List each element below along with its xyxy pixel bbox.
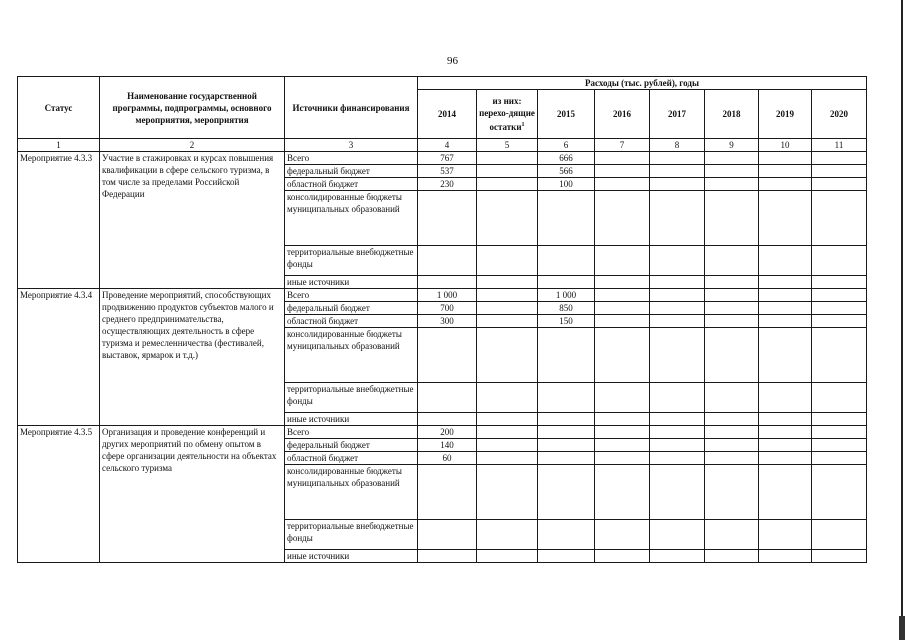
header-carryover	[477, 90, 538, 139]
value-cell-carry	[477, 165, 538, 178]
funding-source: территориальные внебюджетные фонды	[285, 520, 418, 550]
value-cell-v2019	[759, 315, 812, 328]
header-carryover-label: из них: перехо-дящие остатки	[479, 96, 535, 132]
value-cell-carry	[477, 465, 538, 520]
value-cell-v2014: 230	[418, 178, 477, 191]
scan-edge-line	[901, 0, 903, 640]
header-year-2018: 2018	[705, 90, 759, 139]
value-cell-v2018	[705, 289, 759, 302]
value-cell-v2017	[650, 246, 705, 276]
value-cell-v2018	[705, 178, 759, 191]
value-cell-v2020	[812, 452, 867, 465]
funding-source: Всего	[285, 426, 418, 439]
value-cell-v2016	[595, 383, 650, 413]
value-cell-v2017	[650, 465, 705, 520]
column-number: 3	[285, 139, 418, 152]
value-cell-v2020	[812, 315, 867, 328]
value-cell-v2019	[759, 452, 812, 465]
funding-source: федеральный бюджет	[285, 302, 418, 315]
value-cell-v2020	[812, 439, 867, 452]
header-year-2014: 2014	[418, 90, 477, 139]
expenses-table	[17, 76, 867, 563]
scan-corner-mark	[899, 616, 905, 640]
value-cell-carry	[477, 452, 538, 465]
value-cell-v2019	[759, 413, 812, 426]
header-year-2017: 2017	[650, 90, 705, 139]
header-year-2019: 2019	[759, 90, 812, 139]
value-cell-v2016	[595, 328, 650, 383]
value-cell-v2020	[812, 550, 867, 563]
value-cell-v2016	[595, 302, 650, 315]
value-cell-v2019	[759, 152, 812, 165]
value-cell-v2016	[595, 550, 650, 563]
value-cell-v2015: 666	[538, 152, 595, 165]
value-cell-v2019	[759, 550, 812, 563]
column-number: 5	[477, 139, 538, 152]
value-cell-carry	[477, 328, 538, 383]
value-cell-v2016	[595, 439, 650, 452]
value-cell-v2018	[705, 276, 759, 289]
value-cell-v2017	[650, 439, 705, 452]
value-cell-v2020	[812, 165, 867, 178]
funding-source: консолидированные бюджеты муниципальных образований	[285, 465, 418, 520]
value-cell-v2014: 1 000	[418, 289, 477, 302]
value-cell-v2018	[705, 413, 759, 426]
activity-name: Участие в стажировках и курсах повышения квалификации в сфере сельского туризма, в том числе за пределами Российской Федерации	[100, 152, 285, 289]
value-cell-v2019	[759, 302, 812, 315]
value-cell-carry	[477, 152, 538, 165]
value-cell-v2014: 537	[418, 165, 477, 178]
value-cell-v2015: 100	[538, 178, 595, 191]
value-cell-v2017	[650, 426, 705, 439]
column-number: 7	[595, 139, 650, 152]
table-body	[18, 152, 867, 563]
funding-source: федеральный бюджет	[285, 439, 418, 452]
value-cell-v2017	[650, 315, 705, 328]
value-cell-v2015	[538, 520, 595, 550]
value-cell-v2019	[759, 289, 812, 302]
funding-source: Всего	[285, 289, 418, 302]
value-cell-v2018	[705, 315, 759, 328]
value-cell-v2015	[538, 191, 595, 246]
value-cell-v2019	[759, 178, 812, 191]
table-row	[18, 152, 867, 165]
value-cell-v2019	[759, 246, 812, 276]
value-cell-v2017	[650, 328, 705, 383]
value-cell-v2014	[418, 413, 477, 426]
column-number: 6	[538, 139, 595, 152]
activity-status: Мероприятие 4.3.5	[18, 426, 100, 563]
page-number: 96	[447, 55, 458, 67]
funding-source: иные источники	[285, 550, 418, 563]
value-cell-v2014	[418, 520, 477, 550]
value-cell-v2019	[759, 465, 812, 520]
value-cell-v2014: 700	[418, 302, 477, 315]
value-cell-v2016	[595, 465, 650, 520]
value-cell-v2020	[812, 152, 867, 165]
value-cell-v2015	[538, 439, 595, 452]
value-cell-v2020	[812, 328, 867, 383]
value-cell-v2017	[650, 191, 705, 246]
value-cell-v2016	[595, 191, 650, 246]
value-cell-v2015: 1 000	[538, 289, 595, 302]
value-cell-v2014	[418, 328, 477, 383]
funding-source: областной бюджет	[285, 315, 418, 328]
value-cell-carry	[477, 315, 538, 328]
value-cell-carry	[477, 383, 538, 413]
value-cell-carry	[477, 413, 538, 426]
value-cell-v2014	[418, 276, 477, 289]
value-cell-v2018	[705, 152, 759, 165]
value-cell-v2017	[650, 520, 705, 550]
value-cell-v2015	[538, 426, 595, 439]
value-cell-v2018	[705, 383, 759, 413]
value-cell-carry	[477, 191, 538, 246]
value-cell-v2020	[812, 276, 867, 289]
value-cell-v2016	[595, 246, 650, 276]
value-cell-v2015	[538, 383, 595, 413]
value-cell-v2020	[812, 191, 867, 246]
value-cell-v2018	[705, 520, 759, 550]
value-cell-v2019	[759, 426, 812, 439]
value-cell-v2014	[418, 383, 477, 413]
value-cell-v2015	[538, 452, 595, 465]
funding-source: консолидированные бюджеты муниципальных образований	[285, 191, 418, 246]
funding-source: областной бюджет	[285, 452, 418, 465]
column-number: 10	[759, 139, 812, 152]
funding-source: областной бюджет	[285, 178, 418, 191]
value-cell-v2020	[812, 302, 867, 315]
value-cell-v2018	[705, 165, 759, 178]
value-cell-v2014	[418, 550, 477, 563]
header-year-2016: 2016	[595, 90, 650, 139]
value-cell-v2017	[650, 383, 705, 413]
column-number: 4	[418, 139, 477, 152]
value-cell-v2017	[650, 452, 705, 465]
value-cell-v2019	[759, 276, 812, 289]
header-name: Наименование государственной программы, подпрограммы, основного мероприятия, мероприятия	[100, 77, 285, 139]
value-cell-v2017	[650, 152, 705, 165]
funding-source: консолидированные бюджеты муниципальных образований	[285, 328, 418, 383]
header-year-2015: 2015	[538, 90, 595, 139]
value-cell-v2016	[595, 165, 650, 178]
table-row	[18, 289, 867, 302]
value-cell-v2017	[650, 302, 705, 315]
value-cell-v2019	[759, 520, 812, 550]
value-cell-v2016	[595, 178, 650, 191]
value-cell-v2018	[705, 426, 759, 439]
value-cell-v2015	[538, 328, 595, 383]
funding-source: территориальные внебюджетные фонды	[285, 383, 418, 413]
value-cell-carry	[477, 520, 538, 550]
header-expenses: Расходы (тыс. рублей), годы	[418, 77, 867, 90]
column-number: 9	[705, 139, 759, 152]
value-cell-v2017	[650, 178, 705, 191]
value-cell-v2016	[595, 276, 650, 289]
value-cell-v2020	[812, 465, 867, 520]
value-cell-v2020	[812, 413, 867, 426]
value-cell-v2016	[595, 520, 650, 550]
value-cell-v2017	[650, 289, 705, 302]
column-number-row	[18, 139, 867, 152]
column-number: 8	[650, 139, 705, 152]
value-cell-v2015: 566	[538, 165, 595, 178]
value-cell-v2016	[595, 426, 650, 439]
value-cell-carry	[477, 550, 538, 563]
value-cell-v2015	[538, 413, 595, 426]
value-cell-v2016	[595, 413, 650, 426]
header-year-2020: 2020	[812, 90, 867, 139]
value-cell-v2014: 767	[418, 152, 477, 165]
column-number: 1	[18, 139, 100, 152]
value-cell-v2018	[705, 550, 759, 563]
funding-source: Всего	[285, 152, 418, 165]
value-cell-v2017	[650, 165, 705, 178]
value-cell-v2015	[538, 246, 595, 276]
value-cell-v2014	[418, 465, 477, 520]
value-cell-v2019	[759, 383, 812, 413]
value-cell-v2020	[812, 426, 867, 439]
value-cell-v2015: 850	[538, 302, 595, 315]
table-row	[18, 426, 867, 439]
value-cell-carry	[477, 178, 538, 191]
header-sources: Источники финансирования	[285, 77, 418, 139]
value-cell-v2020	[812, 246, 867, 276]
value-cell-v2019	[759, 439, 812, 452]
value-cell-v2016	[595, 289, 650, 302]
value-cell-v2018	[705, 191, 759, 246]
value-cell-v2018	[705, 465, 759, 520]
value-cell-carry	[477, 276, 538, 289]
column-number: 2	[100, 139, 285, 152]
value-cell-carry	[477, 289, 538, 302]
value-cell-v2014: 200	[418, 426, 477, 439]
column-number: 11	[812, 139, 867, 152]
value-cell-v2019	[759, 191, 812, 246]
value-cell-v2019	[759, 165, 812, 178]
value-cell-v2018	[705, 302, 759, 315]
value-cell-v2016	[595, 315, 650, 328]
header-status: Статус	[18, 77, 100, 139]
funding-source: территориальные внебюджетные фонды	[285, 246, 418, 276]
activity-status: Мероприятие 4.3.3	[18, 152, 100, 289]
activity-name: Проведение мероприятий, способствующих продвижению продуктов субъектов малого и среднего предпринимательства, осуществляющих деятельность в сфере туризма и ремесленничества (фестивалей, выставок, ярмарок и т.д.)	[100, 289, 285, 426]
value-cell-v2015: 150	[538, 315, 595, 328]
activity-status: Мероприятие 4.3.4	[18, 289, 100, 426]
value-cell-v2017	[650, 413, 705, 426]
funding-source: иные источники	[285, 413, 418, 426]
value-cell-v2018	[705, 246, 759, 276]
value-cell-v2016	[595, 452, 650, 465]
value-cell-v2017	[650, 276, 705, 289]
value-cell-v2020	[812, 289, 867, 302]
value-cell-v2015	[538, 465, 595, 520]
value-cell-v2015	[538, 276, 595, 289]
value-cell-v2018	[705, 328, 759, 383]
value-cell-v2020	[812, 178, 867, 191]
value-cell-carry	[477, 246, 538, 276]
value-cell-v2016	[595, 152, 650, 165]
value-cell-v2020	[812, 383, 867, 413]
header-carryover-footnote: 1	[521, 122, 525, 128]
value-cell-carry	[477, 426, 538, 439]
funding-source: федеральный бюджет	[285, 165, 418, 178]
value-cell-v2017	[650, 550, 705, 563]
value-cell-v2018	[705, 439, 759, 452]
value-cell-v2020	[812, 520, 867, 550]
value-cell-v2019	[759, 328, 812, 383]
value-cell-v2018	[705, 452, 759, 465]
activity-name: Организация и проведение конференций и других мероприятий по обмену опытом в сфере организации деятельности на объектах сельского туризма	[100, 426, 285, 563]
value-cell-v2014	[418, 246, 477, 276]
value-cell-v2014: 300	[418, 315, 477, 328]
value-cell-carry	[477, 439, 538, 452]
value-cell-v2014	[418, 191, 477, 246]
value-cell-v2015	[538, 550, 595, 563]
funding-source: иные источники	[285, 276, 418, 289]
value-cell-carry	[477, 302, 538, 315]
value-cell-v2014: 140	[418, 439, 477, 452]
value-cell-v2014: 60	[418, 452, 477, 465]
